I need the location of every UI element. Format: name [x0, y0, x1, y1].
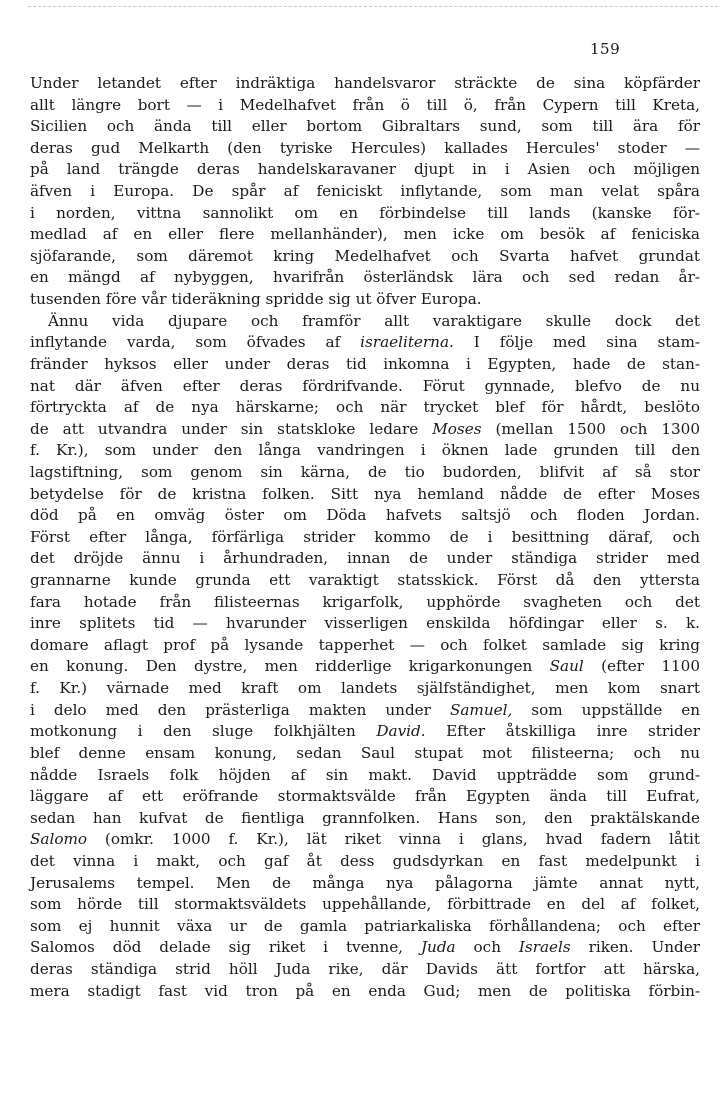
text-line — [30, 851, 700, 873]
text-segment: tusenden före vår tideräkning spridde sig ut öfver Europa. — [30, 290, 482, 309]
text-segment: läggare af ett eröfrande stormaktsvälde från Egypten ända till Eufrat, — [30, 787, 700, 806]
text-segment: Jerusalems tempel. Men de många nya pålagorna jämte annat nytt, — [30, 873, 700, 892]
text-line — [30, 138, 700, 160]
text-segment: Salomos död delade sig riket i tvenne, — [30, 938, 421, 957]
text-segment: deras ständiga strid höll Juda rike, där Davids ätt fortfor att härska, — [30, 959, 700, 978]
text-segment: inre splitets tid — hvarunder visserligen enskilda höfdingar eller s. k. — [30, 614, 700, 633]
text-segment: nat där äfven efter deras fördrifvande. Förut gynnade, blefvo de nu — [30, 376, 700, 395]
text-line — [30, 765, 700, 787]
text-segment: grannarne kunde grunda ett varaktigt statsskick. Först då den yttersta — [30, 571, 700, 590]
text-line — [30, 462, 700, 484]
text-line — [30, 267, 700, 289]
text-line — [30, 73, 700, 95]
text-line — [30, 116, 700, 138]
text-segment: Ännu vida djupare och framför allt varaktigare skulle dock det — [48, 311, 700, 330]
text-line — [30, 246, 700, 268]
text-segment: på land trängde deras handelskaravaner djupt in i Asien och möjligen — [30, 160, 700, 179]
text-line — [30, 656, 700, 678]
text-line — [30, 743, 700, 765]
text-line — [30, 808, 700, 830]
text-line — [30, 721, 700, 743]
text-segment: (efter 1100 — [583, 657, 700, 676]
text-segment: och — [455, 938, 519, 957]
page-number: 159 — [590, 40, 621, 58]
text-segment: I följe med sina stam- — [453, 333, 700, 352]
text-segment: en mängd af nybyggen, hvarifrån österländsk lära och sed redan år- — [30, 268, 700, 287]
text-line — [30, 95, 700, 117]
text-segment: domare aflagt prof på lysande tapperhet — och folket samlade sig kring — [30, 635, 700, 654]
text-segment: sjöfarande, som däremot kring Medelhafvet och Svarta hafvet grundat — [30, 246, 700, 265]
text-segment: en konung. Den dystre, men ridderlige krigarkonungen — [30, 657, 550, 676]
top-edge-rule — [28, 6, 718, 7]
text-line — [30, 376, 700, 398]
italic-term: Moses — [432, 419, 482, 438]
text-segment: Under letandet efter indräktiga handelsvaror sträckte de sina köpfärder — [30, 74, 700, 92]
text-line — [30, 203, 700, 225]
italic-term: Israels — [518, 938, 571, 957]
text-segment: Sicilien och ända till eller bortom Gibraltars sund, som till ära för — [30, 117, 700, 136]
text-segment: f. Kr.) värnade med kraft om landets själfständighet, men kom snart — [30, 679, 700, 698]
text-segment: förtryckta af de nya härskarne; och när trycket blef för hårdt, beslöto — [30, 398, 700, 417]
text-line — [30, 397, 700, 419]
text-segment: mera stadigt fast vid tron på en enda Gud; men de politiska förbin- — [30, 981, 700, 1000]
text-line — [30, 829, 700, 851]
text-segment: i norden, vittna sannolikt om en förbindelse till lands (kanske för- — [30, 203, 700, 222]
text-line — [30, 289, 700, 311]
text-line — [30, 937, 700, 959]
text-line — [30, 332, 700, 354]
text-segment: betydelse för de kristna folken. Sitt nya hemland nådde de efter Moses — [30, 484, 700, 503]
body-text — [30, 73, 700, 1002]
text-segment: det dröjde ännu i århundraden, innan de under ständiga strider med — [30, 549, 700, 568]
text-line — [30, 613, 700, 635]
text-line — [30, 484, 700, 506]
text-segment: som uppställde en — [512, 700, 701, 719]
text-segment: de att utvandra under sin statskloke ledare — [30, 419, 433, 438]
text-segment: lagstiftning, som genom sin kärna, de tio budorden, blifvit af så stor — [30, 462, 700, 481]
text-segment: allt längre bort — i Medelhafvet från ö till ö, från Cypern till Kreta, — [30, 95, 700, 114]
text-segment: fara hotade från filisteernas krigarfolk, upphörde svagheten och det — [30, 592, 700, 611]
italic-term: israeliterna. — [360, 333, 454, 352]
text-line — [30, 786, 700, 808]
text-segment: inflytande varda, som öfvades af — [30, 333, 361, 352]
italic-term: Juda — [420, 938, 456, 957]
text-line — [30, 635, 700, 657]
text-line — [30, 570, 700, 592]
text-segment: Efter åtskilliga inre strider — [425, 722, 700, 741]
text-segment: deras gud Melkarth (den tyriske Hercules) kallades Hercules' stoder — — [30, 138, 700, 157]
text-line — [30, 419, 700, 441]
text-line — [30, 181, 700, 203]
text-segment: äfven i Europa. De spår af feniciskt inflytande, som man velat spåra — [30, 182, 700, 201]
text-line — [30, 548, 700, 570]
text-segment: (mellan 1500 och 1300 — [481, 419, 700, 438]
italic-term: Saul — [549, 657, 584, 676]
text-line — [30, 159, 700, 181]
italic-term: David. — [376, 722, 426, 741]
italic-term: Salomo — [30, 830, 88, 849]
text-segment: blef denne ensam konung, sedan Saul stupat mot filisteerna; och nu — [30, 743, 700, 762]
text-line — [30, 311, 700, 333]
text-line — [30, 440, 700, 462]
italic-term: Samuel, — [449, 700, 513, 719]
text-line — [30, 224, 700, 246]
text-segment: Först efter långa, förfärliga strider kommo de i besittning däraf, och — [30, 527, 700, 546]
text-segment: som hörde till stormaktsväldets uppehållande, förbittrade en del af folket, — [30, 895, 700, 914]
text-segment: nådde Israels folk höjden af sin makt. David uppträdde som grund- — [30, 765, 700, 784]
text-line — [30, 916, 700, 938]
text-line — [30, 700, 700, 722]
text-line — [30, 505, 700, 527]
text-segment: i delo med den prästerliga makten under — [30, 700, 450, 719]
text-line — [30, 592, 700, 614]
text-segment: (omkr. 1000 f. Kr.), lät riket vinna i glans, hvad fadern låtit — [87, 830, 700, 849]
text-segment: död på en omväg öster om Döda hafvets saltsjö och floden Jordan. — [30, 506, 700, 525]
text-segment: sedan han kufvat de fientliga grannfolken. Hans son, den praktälskande — [30, 808, 700, 827]
text-line — [30, 894, 700, 916]
text-segment: medlad af en eller flere mellanhänder), men icke om besök af feniciska — [30, 225, 700, 244]
text-segment: som ej hunnit växa ur de gamla patriarkaliska förhållandena; och efter — [30, 916, 700, 935]
text-segment: fränder hyksos eller under deras tid inkomna i Egypten, hade de stan- — [30, 354, 700, 373]
text-segment: motkonung i den sluge folkhjälten — [30, 722, 377, 741]
text-line — [30, 873, 700, 895]
text-line — [30, 354, 700, 376]
text-segment: det vinna i makt, och gaf åt dess gudsdyrkan en fast medelpunkt i — [30, 851, 700, 870]
text-line — [30, 959, 700, 981]
text-segment: riken. Under — [570, 938, 700, 957]
text-line — [30, 527, 700, 549]
text-line — [30, 678, 700, 700]
text-segment: f. Kr.), som under den långa vandringen i öknen lade grunden till den — [30, 441, 700, 460]
text-line — [30, 981, 700, 1003]
